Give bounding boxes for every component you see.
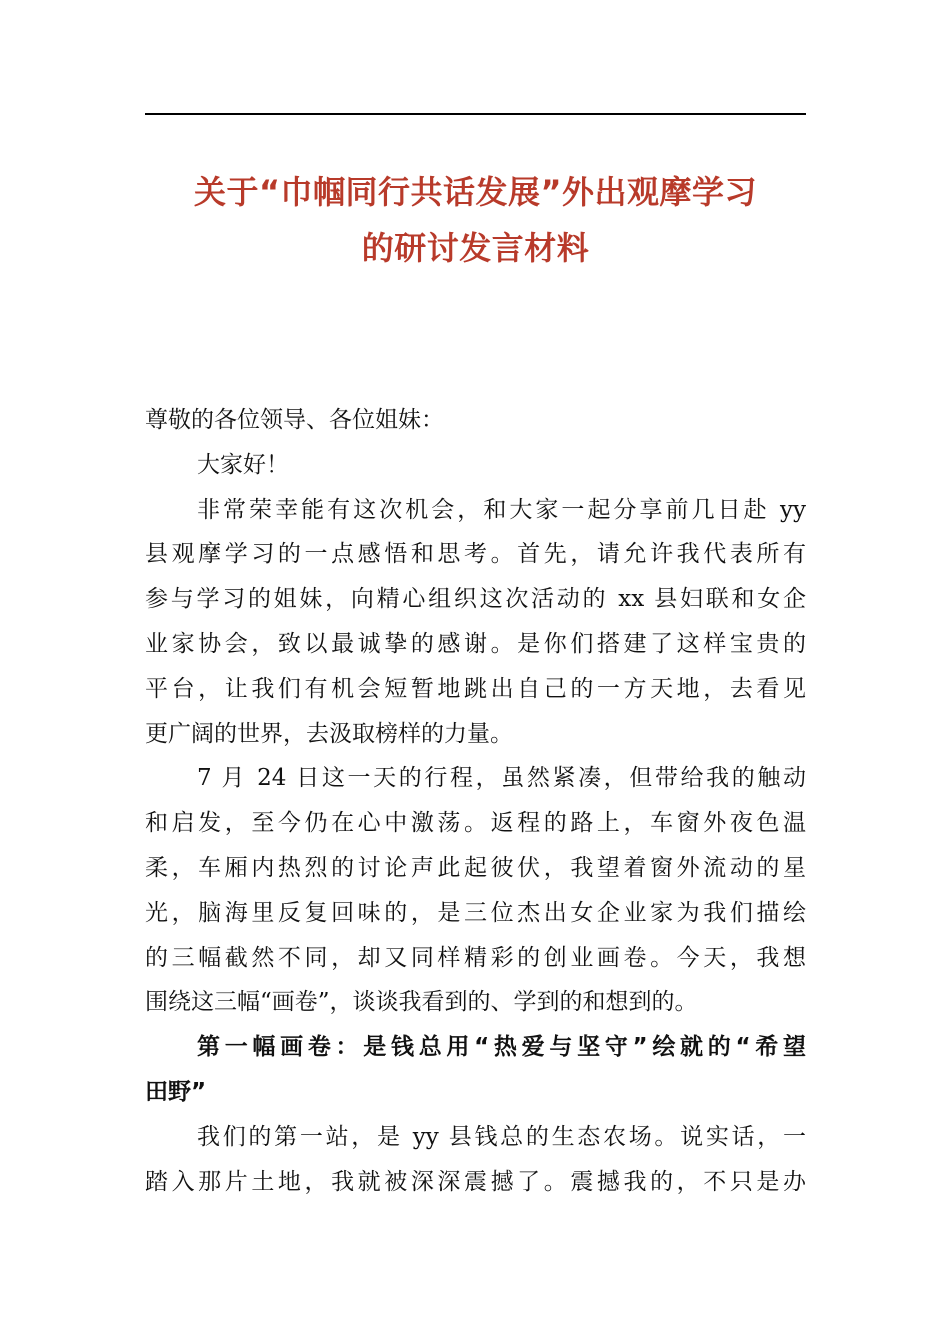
section-heading-1-line: 第一幅画卷：是钱总用“热爱与坚守”绘就的“希望 xyxy=(197,1034,806,1061)
paragraph-1-line: 非常荣幸能有这次机会，和大家一起分享前几日赴 yy xyxy=(197,496,806,523)
paragraph-3 xyxy=(145,1115,806,1205)
paragraph-1-line: 业家协会，致以最诚挚的感谢。是你们搭建了这样宝贵的 xyxy=(145,630,806,657)
document-title xyxy=(145,164,806,276)
paragraph-2-line: 7 月 24 日这一天的行程，虽然紧凑，但带给我的触动 xyxy=(197,765,806,792)
paragraph-2-line: 光，脑海里反复回味的，是三位杰出女企业家为我们描绘 xyxy=(145,899,806,926)
paragraph-3-line: 我们的第一站，是 yy 县钱总的生态农场。说实话，一 xyxy=(197,1123,806,1150)
paragraph-1-line: 参与学习的姐妹，向精心组织这次活动的 xx 县妇联和女企 xyxy=(145,586,806,613)
paragraph-1-line: 平台，让我们有机会短暂地跳出自己的一方天地，去看见 xyxy=(145,675,806,702)
paragraph-1-line: 更广阔的世界，去汲取榜样的力量。 xyxy=(145,720,513,747)
paragraph-1-line: 县观摩学习的一点感悟和思考。首先，请允许我代表所有 xyxy=(145,541,806,568)
greeting-text: 大家好！ xyxy=(197,451,289,478)
paragraph-3-line: 踏入那片土地，我就被深深震撼了。震撼我的，不只是办 xyxy=(145,1168,806,1195)
paragraph-1 xyxy=(145,488,806,757)
paragraph-2-line: 柔，车厢内热烈的讨论声此起彼伏，我望着窗外流动的星 xyxy=(145,854,806,881)
document-body xyxy=(145,398,806,1204)
header-rule xyxy=(145,113,806,115)
salutation: 尊敬的各位领导、各位姐妹： xyxy=(145,407,444,433)
paragraph-2-line: 围绕这三幅“画卷”，谈谈我看到的、学到的和想到的。 xyxy=(145,989,698,1016)
paragraph-2 xyxy=(145,756,806,1025)
title-line-1: 关于“巾帼同行共话发展”外出观摩学习 xyxy=(193,173,758,211)
section-heading-1 xyxy=(145,1025,806,1115)
section-heading-1-line: 田野” xyxy=(145,1078,207,1105)
paragraph-2-line: 和启发，至今仍在心中激荡。返程的路上，车窗外夜色温 xyxy=(145,810,806,837)
title-line-2: 的研讨发言材料 xyxy=(361,229,590,267)
paragraph-2-line: 的三幅截然不同，却又同样精彩的创业画卷。今天，我想 xyxy=(145,944,806,971)
greeting xyxy=(145,443,806,488)
